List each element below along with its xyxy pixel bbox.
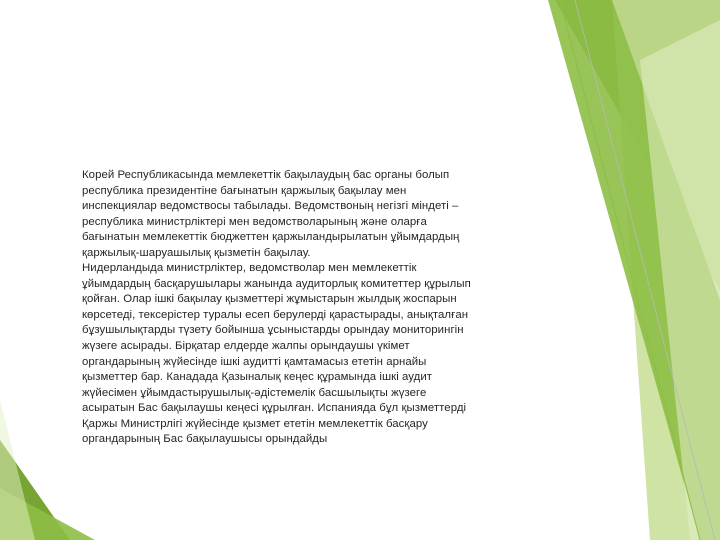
text-line: органдарының Бас бақылаушысы орындайды: [82, 433, 328, 446]
text-line: республика президентіне бағынатын қаржылық бақылау мен: [82, 184, 407, 197]
corner-facet-pale: [0, 400, 35, 540]
text-line: инспекциялар ведомствосы табылады. Ведомствоның негізгі міндеті –: [82, 200, 459, 213]
text-line: көрсетеді, тексерістер туралы есеп берулерді қарастырады, анықталған: [82, 308, 469, 321]
text-line: қаржылық-шаруашылық қызметін бақылау.: [82, 246, 311, 259]
text-line: ұйымдардың басқарушылары жанында аудиторлық комитеттер құрылып: [82, 277, 471, 290]
text-line: республика министрліктері мен ведомстволарының және оларға: [82, 215, 427, 228]
text-line: органдарының жүйесінде ішкі аудитті қамтамасыз ететін арнайы: [82, 355, 427, 368]
text-line: бағынатын мемлекеттік бюджеттен қаржыландырылатын ұйымдардың: [82, 231, 460, 244]
text-line: қызметтер бар. Канадада Қазыналық кеңес құрамында ішкі аудит: [82, 371, 432, 384]
text-line: жүзеге асырады. Бірқатар елдерде жалпы орындаушы үкімет: [82, 340, 410, 353]
text-line: қойған. Олар ішкі бақылау қызметтері жұмыстарын жылдық жоспарын: [82, 293, 457, 306]
text-line: асыратын Бас бақылаушы кеңесі құрылған. Испанияда бұл қызметтерді: [82, 402, 467, 415]
text-line: Қаржы Министрлігі жүйесінде қызмет ететін мемлекеттік басқару: [82, 417, 428, 430]
text-line: Корей Республикасында мемлекеттік бақылаудың бас органы болып: [82, 169, 450, 181]
text-line: Нидерландыда министрліктер, ведомстволар мен мемлекеттік: [82, 262, 417, 275]
text-line: бұзушылықтарды түзету бойынша ұсыныстарды орындау мониторингін: [82, 324, 464, 337]
body-text: [82, 168, 520, 448]
text-line: жүйесімен ұйымдастырушылық-әдістемелік басшылықты жүзеге: [82, 386, 427, 399]
